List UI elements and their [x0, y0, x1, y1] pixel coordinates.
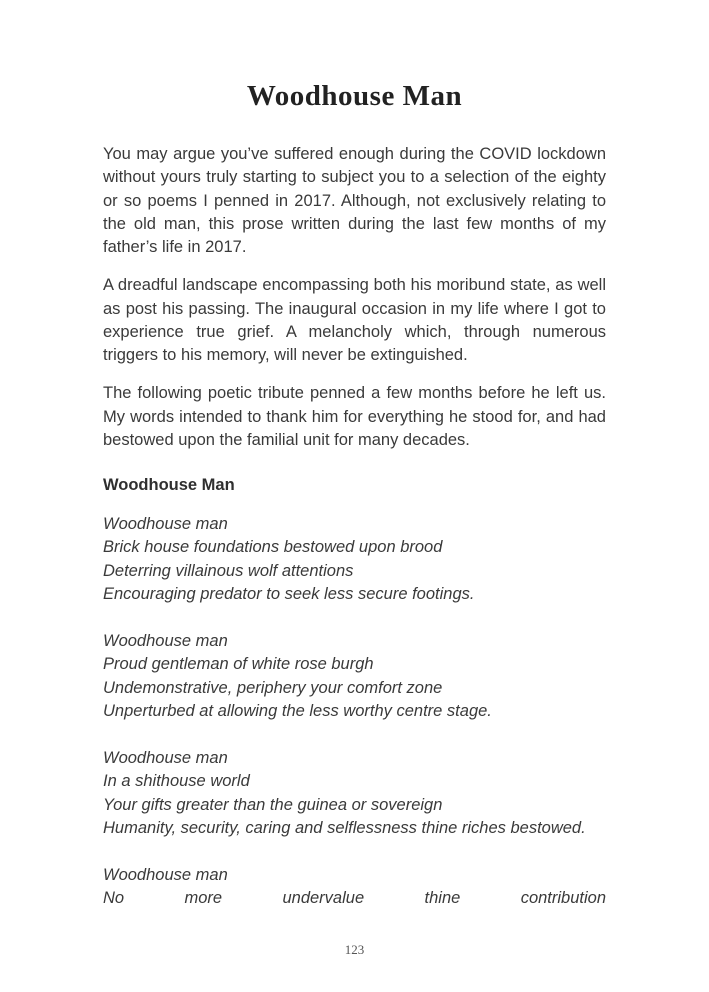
poem-justified-line [103, 887, 606, 910]
poem-stanza [103, 864, 606, 887]
poem-line: In a shithouse world [103, 772, 250, 791]
poem-word: contribution [520, 889, 606, 908]
poem-stanza [103, 513, 606, 606]
poem-word: more [184, 889, 223, 908]
poem-word: thine [424, 889, 461, 908]
poem-stanza [103, 630, 606, 723]
poem-line: Proud gentleman of white rose burgh [103, 655, 374, 674]
poem-line: Woodhouse man [103, 749, 228, 767]
page-number: 123 [344, 942, 365, 957]
poem-line: Undemonstrative, periphery your comfort zone [103, 678, 443, 697]
poem-stanza [103, 747, 606, 840]
poem-line: Your gifts greater than the guinea or sovereign [103, 795, 443, 814]
poem-line: Brick house foundations bestowed upon brood [103, 538, 443, 557]
body-paragraph: The following poetic tribute penned a few months before he left us. My words intended to thank him for everything he stood for, and had bestowed upon the familial unit for many decades. [103, 384, 606, 449]
page-content [103, 80, 606, 911]
poem-heading: Woodhouse Man [103, 476, 235, 494]
poem-line: Deterring villainous wolf attentions [103, 561, 354, 580]
body-paragraph: You may argue you’ve suffered enough during the COVID lockdown without yours truly starting to subject you to a selection of the eighty or so poems I penned in 2017. Although, not exclusively relating to the old man, this prose written during the last few months of my father’s life in 2017. [103, 145, 606, 256]
poem-line: Humanity, security, caring and selflessness thine riches bestowed. [103, 818, 586, 837]
poem-line: Woodhouse man [103, 632, 228, 650]
poem-line: Encouraging predator to seek less secure footings. [103, 584, 475, 603]
poem-line: Woodhouse man [103, 515, 228, 533]
poem-line: Unperturbed at allowing the less worthy centre stage. [103, 701, 492, 720]
body-paragraph: A dreadful landscape encompassing both his moribund state, as well as post his passing. The inaugural occasion in my life where I got to experience true grief. A melancholy which, through numerous triggers to his memory, will never be extinguished. [103, 276, 606, 364]
poem-word: undervalue [282, 889, 365, 908]
poem-line: Woodhouse man [103, 866, 228, 884]
poem-word: No [103, 889, 125, 908]
page-title: Woodhouse Man [246, 80, 463, 112]
